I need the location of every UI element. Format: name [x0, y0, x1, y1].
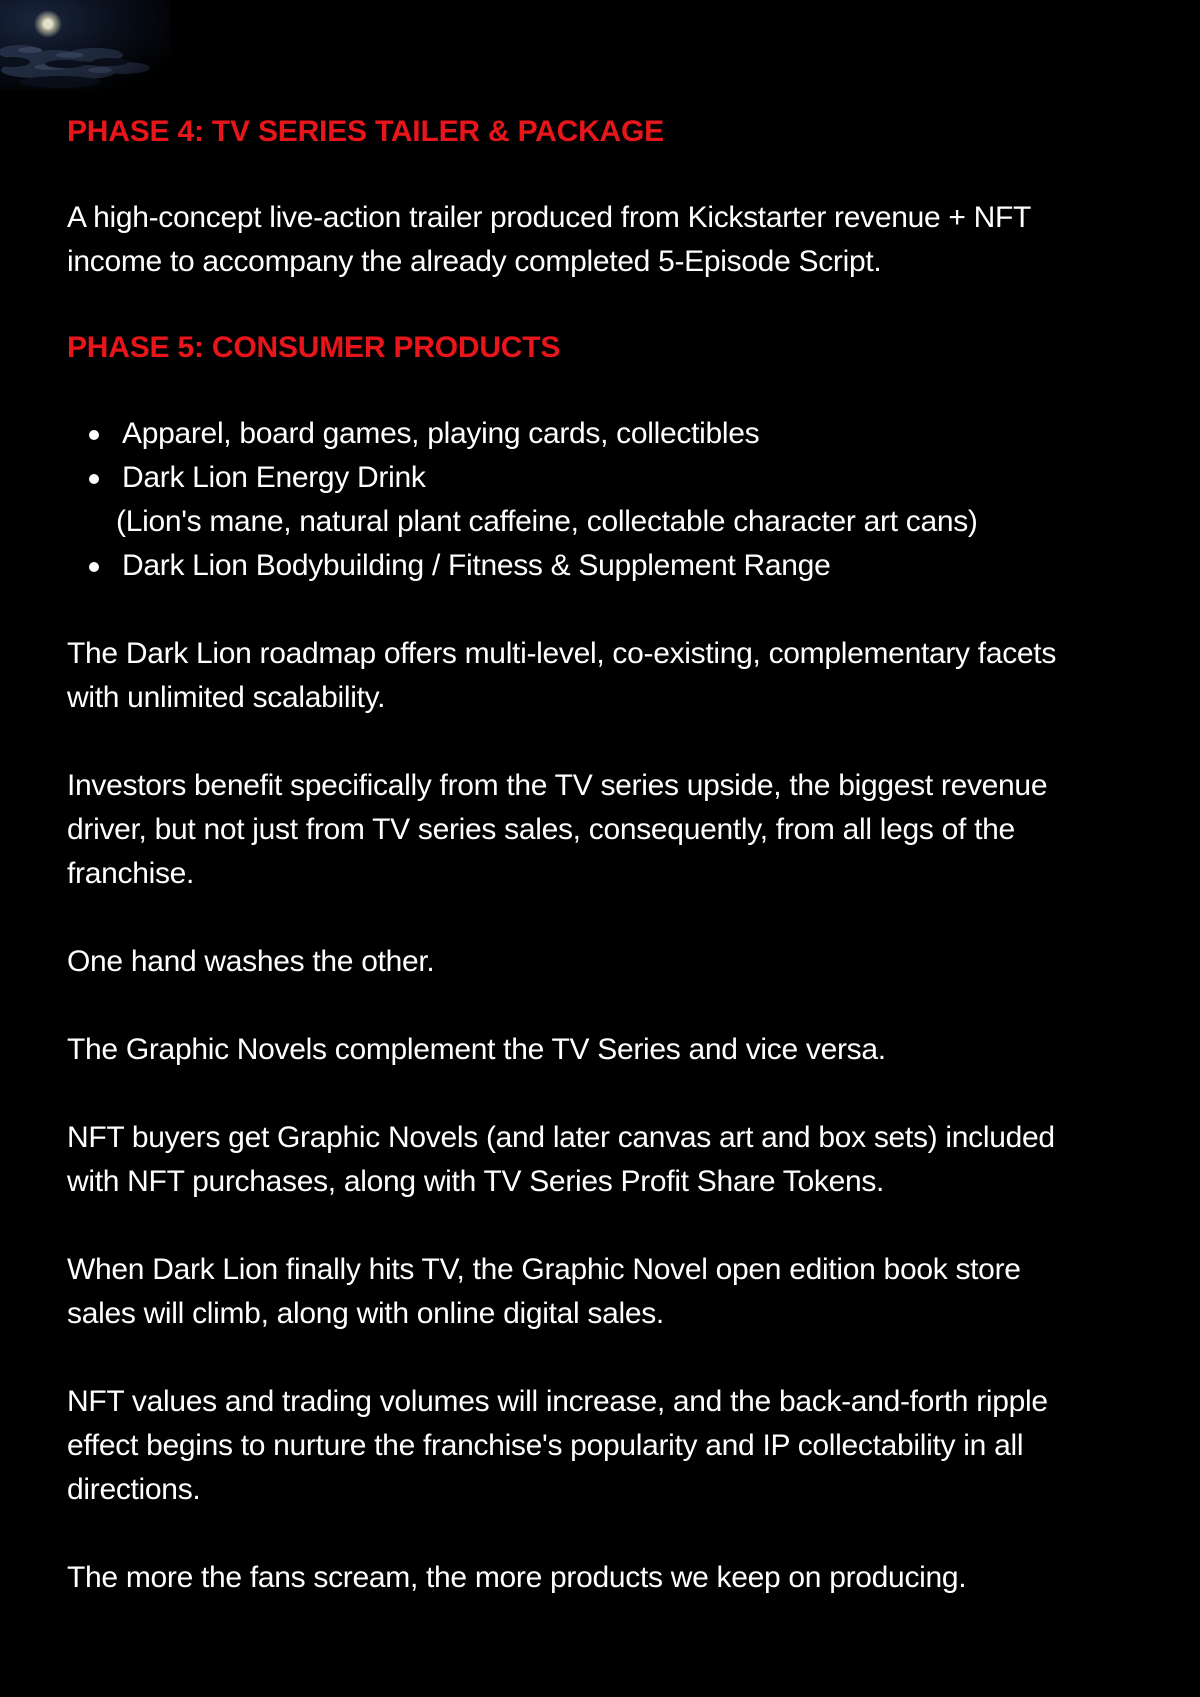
- text-line: franchise.: [67, 857, 195, 890]
- investors-paragraph: [67, 764, 1147, 896]
- list-item-text: Dark Lion Energy Drink: [122, 461, 426, 494]
- text-line: NFT buyers get Graphic Novels (and later canvas art and box sets) included: [67, 1121, 1055, 1154]
- list-item: [89, 412, 1147, 456]
- text-line: A high-concept live-action trailer produced from Kickstarter revenue + NFT: [67, 201, 1032, 234]
- bullet-icon: [89, 474, 99, 484]
- text-line: with unlimited scalability.: [67, 681, 386, 714]
- product-list: [67, 412, 1147, 588]
- moon-clouds-image: [0, 0, 170, 90]
- nft-values-paragraph: [67, 1380, 1147, 1512]
- list-item-text: Apparel, board games, playing cards, collectibles: [122, 417, 760, 450]
- text-line: effect begins to nurture the franchise's popularity and IP collectability in all: [67, 1429, 1024, 1462]
- roadmap-paragraph: [67, 632, 1147, 720]
- text-line: directions.: [67, 1473, 201, 1506]
- phase4-paragraph: [67, 196, 1147, 284]
- list-item: [89, 544, 1147, 588]
- text-line: The more the fans scream, the more products we keep on producing.: [67, 1561, 967, 1594]
- fans-paragraph: [67, 1556, 1147, 1600]
- text-line: driver, but not just from TV series sales, consequently, from all legs of the: [67, 813, 1015, 846]
- text-line: income to accompany the already completed 5-Episode Script.: [67, 245, 882, 278]
- bullet-icon: [89, 562, 99, 572]
- bullet-icon: [89, 430, 99, 440]
- nft-buyers-paragraph: [67, 1116, 1147, 1204]
- text-line: sales will climb, along with online digital sales.: [67, 1297, 664, 1330]
- hand-paragraph: [67, 940, 1147, 984]
- list-item-text: Dark Lion Bodybuilding / Fitness & Supplement Range: [122, 549, 831, 582]
- list-item-subtext: (Lion's mane, natural plant caffeine, collectable character art cans): [116, 505, 978, 538]
- text-line: The Dark Lion roadmap offers multi-level, co-existing, complementary facets: [67, 637, 1057, 670]
- document-body: [67, 112, 1147, 1600]
- text-line: When Dark Lion finally hits TV, the Graphic Novel open edition book store: [67, 1253, 1021, 1286]
- text-line: One hand washes the other.: [67, 945, 435, 978]
- text-line: with NFT purchases, along with TV Series Profit Share Tokens.: [67, 1165, 885, 1198]
- text-line: NFT values and trading volumes will increase, and the back-and-forth ripple: [67, 1385, 1048, 1418]
- text-line: Investors benefit specifically from the TV series upside, the biggest revenue: [67, 769, 1048, 802]
- phase5-heading: PHASE 5: CONSUMER PRODUCTS: [67, 331, 561, 364]
- tv-hits-paragraph: [67, 1248, 1147, 1336]
- phase4-heading: PHASE 4: TV SERIES TAILER & PACKAGE: [67, 115, 664, 148]
- text-line: The Graphic Novels complement the TV Series and vice versa.: [67, 1033, 886, 1066]
- list-item: [89, 456, 1147, 544]
- novels-paragraph: [67, 1028, 1147, 1072]
